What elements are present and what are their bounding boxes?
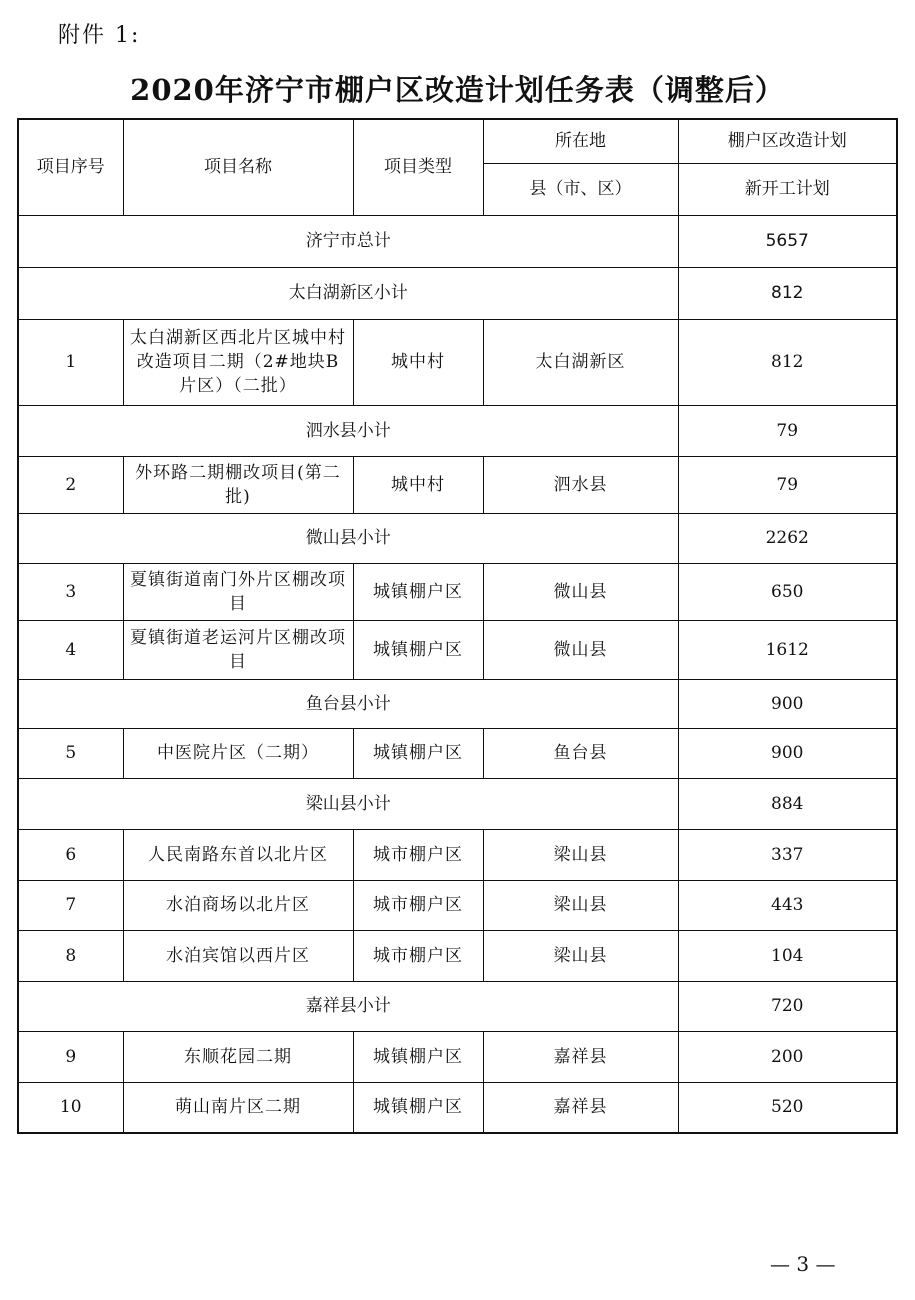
header-location-group: 所在地 — [483, 119, 678, 163]
project-location: 微山县 — [483, 563, 678, 620]
page-number: — 3 — — [770, 1252, 836, 1276]
project-type: 城镇棚户区 — [353, 728, 483, 778]
project-seq: 4 — [18, 620, 123, 679]
table-row — [18, 930, 897, 981]
subtotal-label: 鱼台县小计 — [18, 679, 678, 728]
project-seq: 7 — [18, 880, 123, 930]
header-plan-group: 棚户区改造计划 — [678, 119, 897, 163]
project-seq: 9 — [18, 1031, 123, 1082]
subtotal-row — [18, 267, 897, 319]
header-seq: 项目序号 — [18, 119, 123, 215]
project-plan: 520 — [678, 1082, 897, 1133]
subtotal-label: 太白湖新区小计 — [18, 267, 678, 319]
table-row — [18, 620, 897, 679]
project-location: 梁山县 — [483, 930, 678, 981]
project-name: 太白湖新区西北片区城中村改造项目二期（2#地块B片区）（二批） — [123, 319, 353, 405]
total-value: 5657 — [678, 215, 897, 267]
project-name: 中医院片区（二期） — [123, 728, 353, 778]
project-seq: 6 — [18, 829, 123, 880]
project-type: 城镇棚户区 — [353, 1082, 483, 1133]
project-plan: 200 — [678, 1031, 897, 1082]
project-type: 城镇棚户区 — [353, 563, 483, 620]
project-plan: 900 — [678, 728, 897, 778]
project-plan: 812 — [678, 319, 897, 405]
project-location: 嘉祥县 — [483, 1082, 678, 1133]
project-plan: 79 — [678, 456, 897, 513]
subtotal-value: 720 — [678, 981, 897, 1031]
project-type: 城镇棚户区 — [353, 620, 483, 679]
subtotal-label: 梁山县小计 — [18, 778, 678, 829]
subtotal-label: 微山县小计 — [18, 513, 678, 563]
total-label: 济宁市总计 — [18, 215, 678, 267]
subtotal-label: 嘉祥县小计 — [18, 981, 678, 1031]
project-type: 城市棚户区 — [353, 880, 483, 930]
project-name: 萌山南片区二期 — [123, 1082, 353, 1133]
project-plan: 104 — [678, 930, 897, 981]
project-plan: 1612 — [678, 620, 897, 679]
project-name: 夏镇街道南门外片区棚改项目 — [123, 563, 353, 620]
project-plan: 650 — [678, 563, 897, 620]
table-row — [18, 319, 897, 405]
project-type: 城市棚户区 — [353, 930, 483, 981]
project-type: 城中村 — [353, 456, 483, 513]
table-row — [18, 1031, 897, 1082]
project-location: 微山县 — [483, 620, 678, 679]
table-row — [18, 1082, 897, 1133]
project-location: 泗水县 — [483, 456, 678, 513]
total-row — [18, 215, 897, 267]
subtotal-value: 79 — [678, 405, 897, 456]
subtotal-row — [18, 513, 897, 563]
project-type: 城中村 — [353, 319, 483, 405]
project-name: 东顺花园二期 — [123, 1031, 353, 1082]
subtotal-value: 884 — [678, 778, 897, 829]
project-location: 鱼台县 — [483, 728, 678, 778]
subtotal-label: 泗水县小计 — [18, 405, 678, 456]
subtotal-row — [18, 405, 897, 456]
project-type: 城镇棚户区 — [353, 1031, 483, 1082]
project-seq: 1 — [18, 319, 123, 405]
subtotal-value: 2262 — [678, 513, 897, 563]
table-row — [18, 829, 897, 880]
project-name: 人民南路东首以北片区 — [123, 829, 353, 880]
subtotal-row — [18, 778, 897, 829]
table-row — [18, 456, 897, 513]
project-location: 太白湖新区 — [483, 319, 678, 405]
header-row-1 — [18, 119, 897, 163]
project-name: 夏镇街道老运河片区棚改项目 — [123, 620, 353, 679]
project-seq: 2 — [18, 456, 123, 513]
project-location: 梁山县 — [483, 829, 678, 880]
project-type: 城市棚户区 — [353, 829, 483, 880]
plan-table — [17, 118, 898, 1134]
subtotal-value: 900 — [678, 679, 897, 728]
project-name: 水泊宾馆以西片区 — [123, 930, 353, 981]
project-location: 梁山县 — [483, 880, 678, 930]
header-location-sub: 县（市、区） — [483, 163, 678, 215]
table-row — [18, 563, 897, 620]
subtotal-row — [18, 679, 897, 728]
attachment-label: 附件 1: — [58, 23, 141, 48]
project-plan: 443 — [678, 880, 897, 930]
subtotal-value: 812 — [678, 267, 897, 319]
header-name: 项目名称 — [123, 119, 353, 215]
project-name: 外环路二期棚改项目(第二批) — [123, 456, 353, 513]
project-seq: 3 — [18, 563, 123, 620]
table-row — [18, 728, 897, 778]
header-plan-sub: 新开工计划 — [678, 163, 897, 215]
table-row — [18, 880, 897, 930]
header-type: 项目类型 — [353, 119, 483, 215]
project-location: 嘉祥县 — [483, 1031, 678, 1082]
document-title: 2020年济宁市棚户区改造计划任务表（调整后） — [130, 73, 785, 107]
project-plan: 337 — [678, 829, 897, 880]
project-seq: 8 — [18, 930, 123, 981]
project-name: 水泊商场以北片区 — [123, 880, 353, 930]
subtotal-row — [18, 981, 897, 1031]
project-seq: 10 — [18, 1082, 123, 1133]
project-seq: 5 — [18, 728, 123, 778]
